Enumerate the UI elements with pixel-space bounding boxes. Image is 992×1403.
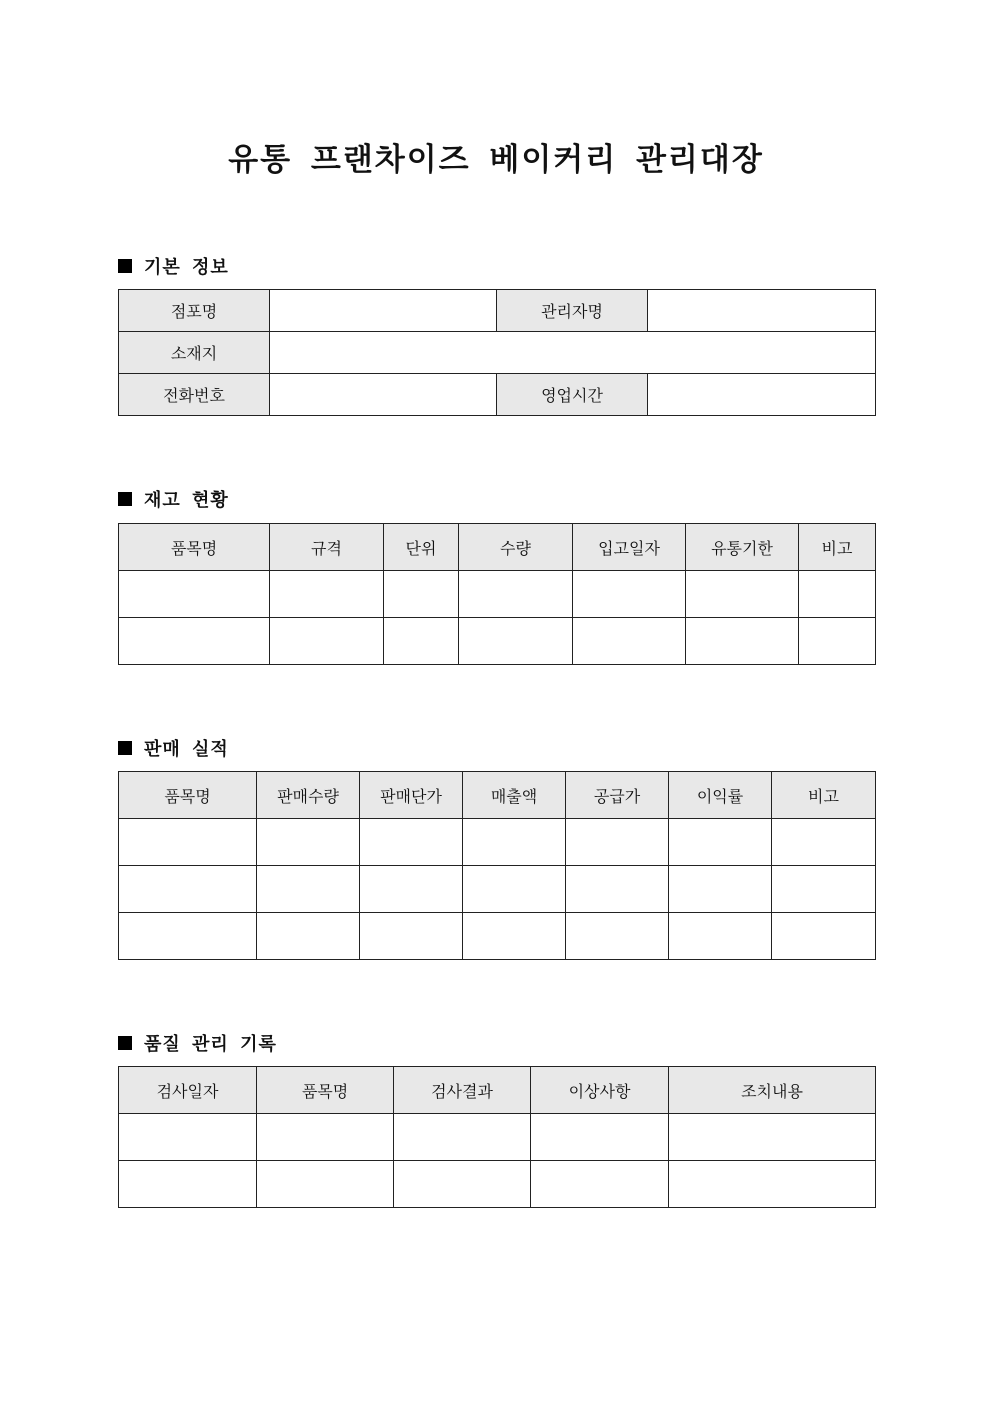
table-cell[interactable] [566,819,669,866]
table-cell[interactable] [119,618,270,665]
table-cell[interactable] [384,618,459,665]
table-cell[interactable] [772,913,876,960]
column-header: 검사일자 [119,1067,257,1114]
column-header: 이익률 [669,772,772,819]
table-row [119,913,876,960]
table-cell[interactable] [270,618,384,665]
table-cell[interactable] [119,819,257,866]
table-cell[interactable] [566,866,669,913]
table-cell[interactable] [669,1114,876,1161]
table-cell[interactable] [257,819,360,866]
square-bullet-icon [118,492,132,506]
table-cell[interactable] [257,913,360,960]
manager-field[interactable] [648,290,876,332]
table-cell[interactable] [686,618,799,665]
column-header: 비고 [772,772,876,819]
table-cell[interactable] [799,618,876,665]
page-title: 유통 프랜차이즈 베이커리 관리대장 [228,142,764,178]
section-heading-text: 품질 관리 기록 [144,1034,277,1055]
section-heading-text: 기본 정보 [144,257,229,278]
table-cell[interactable] [360,913,463,960]
table-cell[interactable] [119,1161,257,1208]
column-header: 유통기한 [686,524,799,571]
column-header: 판매수량 [257,772,360,819]
table-cell[interactable] [270,571,384,618]
table-cell[interactable] [119,1114,257,1161]
section-heading-quality [118,1030,277,1056]
table-cell[interactable] [394,1161,531,1208]
table-cell[interactable] [119,866,257,913]
table-cell[interactable] [394,1114,531,1161]
column-header: 조치내용 [669,1067,876,1114]
table-header-row [119,772,876,819]
column-header: 이상사항 [531,1067,669,1114]
table-cell[interactable] [772,866,876,913]
table-row [119,1114,876,1161]
table-header-row [119,1067,876,1114]
basic-info-table [118,289,876,416]
table-cell[interactable] [772,819,876,866]
table-cell[interactable] [257,866,360,913]
table-cell[interactable] [566,913,669,960]
section-heading-basic [118,253,229,279]
table-cell[interactable] [384,571,459,618]
section-heading-text: 재고 현황 [144,490,229,511]
column-header: 판매단가 [360,772,463,819]
table-cell[interactable] [669,1161,876,1208]
hours-field[interactable] [648,374,876,416]
table-cell[interactable] [669,819,772,866]
table-row [119,374,876,416]
phone-field[interactable] [270,374,497,416]
column-header: 입고일자 [573,524,686,571]
table-header-row [119,524,876,571]
inventory-table [118,523,876,665]
table-cell[interactable] [573,571,686,618]
column-header: 단위 [384,524,459,571]
table-cell[interactable] [573,618,686,665]
table-cell[interactable] [669,866,772,913]
table-row [119,571,876,618]
column-header: 품목명 [119,772,257,819]
section-heading-inventory [118,486,229,512]
hours-label: 영업시간 [497,374,648,416]
table-row [119,290,876,332]
table-row [119,1161,876,1208]
phone-label: 전화번호 [119,374,270,416]
column-header: 비고 [799,524,876,571]
square-bullet-icon [118,1036,132,1050]
column-header: 수량 [459,524,573,571]
table-cell[interactable] [119,571,270,618]
table-cell[interactable] [459,618,573,665]
table-cell[interactable] [669,913,772,960]
column-header: 규격 [270,524,384,571]
table-cell[interactable] [463,866,566,913]
table-cell[interactable] [459,571,573,618]
table-cell[interactable] [119,913,257,960]
table-row [119,866,876,913]
address-label: 소재지 [119,332,270,374]
table-row [119,332,876,374]
table-cell[interactable] [463,913,566,960]
table-cell[interactable] [257,1161,394,1208]
table-cell[interactable] [799,571,876,618]
table-cell[interactable] [257,1114,394,1161]
sales-table [118,771,876,960]
square-bullet-icon [118,259,132,273]
section-heading-sales [118,735,229,761]
table-row [119,618,876,665]
table-cell[interactable] [531,1161,669,1208]
quality-table [118,1066,876,1208]
table-cell[interactable] [531,1114,669,1161]
column-header: 매출액 [463,772,566,819]
table-cell[interactable] [463,819,566,866]
table-cell[interactable] [360,819,463,866]
table-cell[interactable] [360,866,463,913]
table-row [119,819,876,866]
store-name-label: 점포명 [119,290,270,332]
store-name-field[interactable] [270,290,497,332]
manager-label: 관리자명 [497,290,648,332]
column-header: 공급가 [566,772,669,819]
column-header: 품목명 [119,524,270,571]
column-header: 검사결과 [394,1067,531,1114]
table-cell[interactable] [686,571,799,618]
section-heading-text: 판매 실적 [144,739,229,760]
square-bullet-icon [118,741,132,755]
column-header: 품목명 [257,1067,394,1114]
address-field[interactable] [270,332,876,374]
